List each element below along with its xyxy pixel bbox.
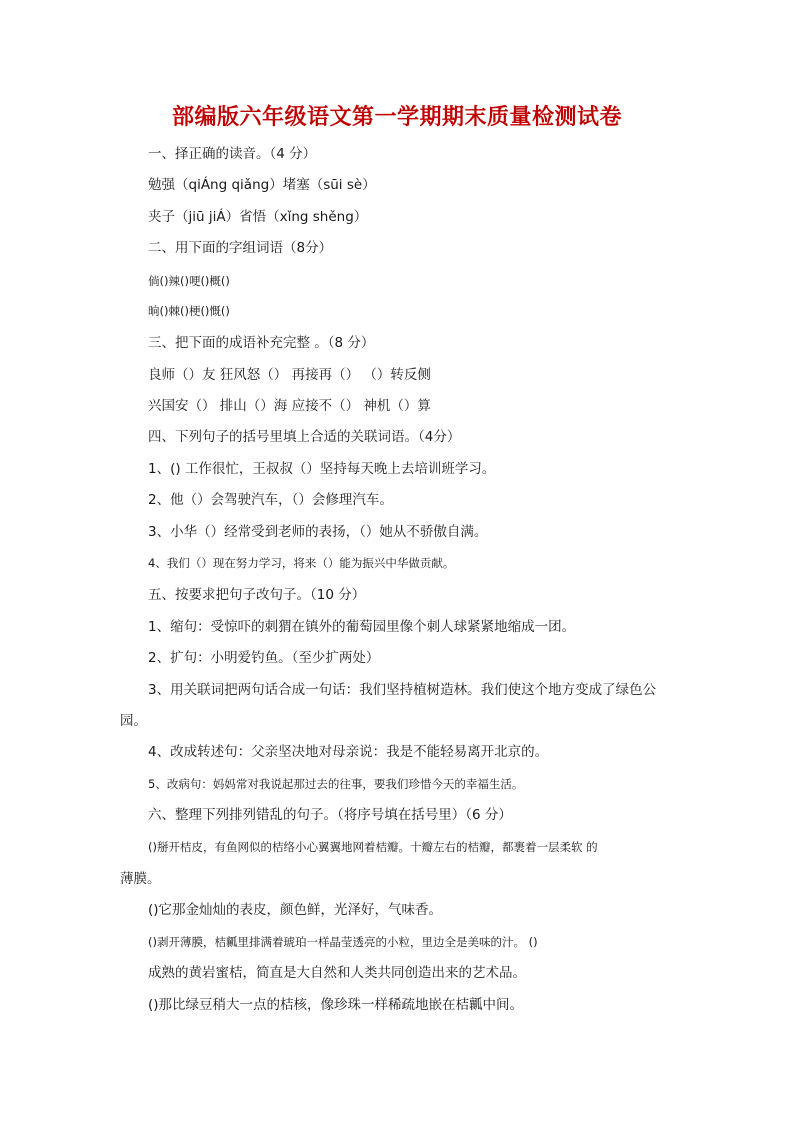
- question-line-continued: 园。: [120, 713, 147, 729]
- section-3-heading: 三、把下面的成语补充完整 。（8 分）: [148, 335, 375, 351]
- question-line: 良师（）友 狂风怒（） 再接再（） （）转反侧: [148, 367, 431, 383]
- section-4-heading: 四、下列句子的括号里填上合适的关联词语。（4分）: [148, 429, 461, 445]
- question-line: 4、我们（）现在努力学习，将来（）能为振兴中华做贡献。: [148, 556, 455, 570]
- question-line: 2、扩句：小明爱钓鱼。（至少扩两处）: [148, 650, 380, 666]
- question-line: 夹子（jiū jiÁ）省悟（xǐng shěng）: [148, 209, 368, 225]
- question-line-continued: 薄膜。: [120, 871, 161, 887]
- question-line: 2、他（）会驾驶汽车，（）会修理汽车。: [148, 492, 393, 508]
- section-2-heading: 二、用下面的字组词语（8分）: [148, 240, 333, 256]
- section-5-heading: 五、按要求把句子改句子。（10 分）: [148, 587, 366, 603]
- question-line: 晌()棘()梗()慨(): [148, 304, 230, 318]
- question-line: ()那比绿豆稍大一点的桔核，像珍珠一样稀疏地嵌在桔瓤中间。: [148, 997, 524, 1013]
- question-line: 1、() 工作很忙，王叔叔（）坚持每天晚上去培训班学习。: [148, 461, 496, 477]
- section-6-heading: 六、整理下列排列错乱的句子。（将序号填在括号里）（6 分）: [148, 807, 512, 823]
- question-line: 5、改病句：妈妈常对我说起那过去的往事，要我们珍惜今天的幸福生活。: [148, 777, 524, 791]
- question-line: ()掰开桔皮，有鱼网似的桔络小心翼翼地网着桔瓣。十瓣左右的桔瓣，都裹着一层柔软 的: [148, 840, 598, 854]
- question-line: 3、小华（）经常受到老师的表扬，（）她从不骄傲自满。: [148, 524, 488, 540]
- section-1-heading: 一、择正确的读音。（4 分）: [148, 146, 317, 162]
- exam-title: 部编版六年级语文第一学期期末质量检测试卷: [171, 104, 622, 130]
- question-line: ()它那金灿灿的表皮，颜色鲜，光泽好，气味香。: [148, 902, 443, 918]
- question-line: 1、缩句：受惊吓的刺猬在镇外的葡萄园里像个刺人球紧紧地缩成一团。: [148, 619, 576, 635]
- question-line: 倘()辣()哽()概(): [148, 274, 230, 288]
- question-line: ()剥开薄膜，桔瓤里排满着琥珀一样晶莹透亮的小粒，里边全是美味的汁。 (): [148, 935, 538, 949]
- question-line: 勉强（qiÁng qiǎng）堵塞（sūi sè）: [148, 177, 376, 193]
- question-line: 成熟的黄岩蜜桔，简直是大自然和人类共同创造出来的艺术品。: [148, 965, 526, 981]
- question-line: 4、改成转述句：父亲坚决地对母亲说：我是不能轻易离开北京的。: [148, 744, 549, 760]
- question-line: 兴国安（） 排山（）海 应接不（） 神机（）算: [148, 398, 431, 414]
- question-line: 3、用关联词把两句话合成一句话：我们坚持植树造林。我们使这个地方变成了绿色公: [148, 682, 657, 698]
